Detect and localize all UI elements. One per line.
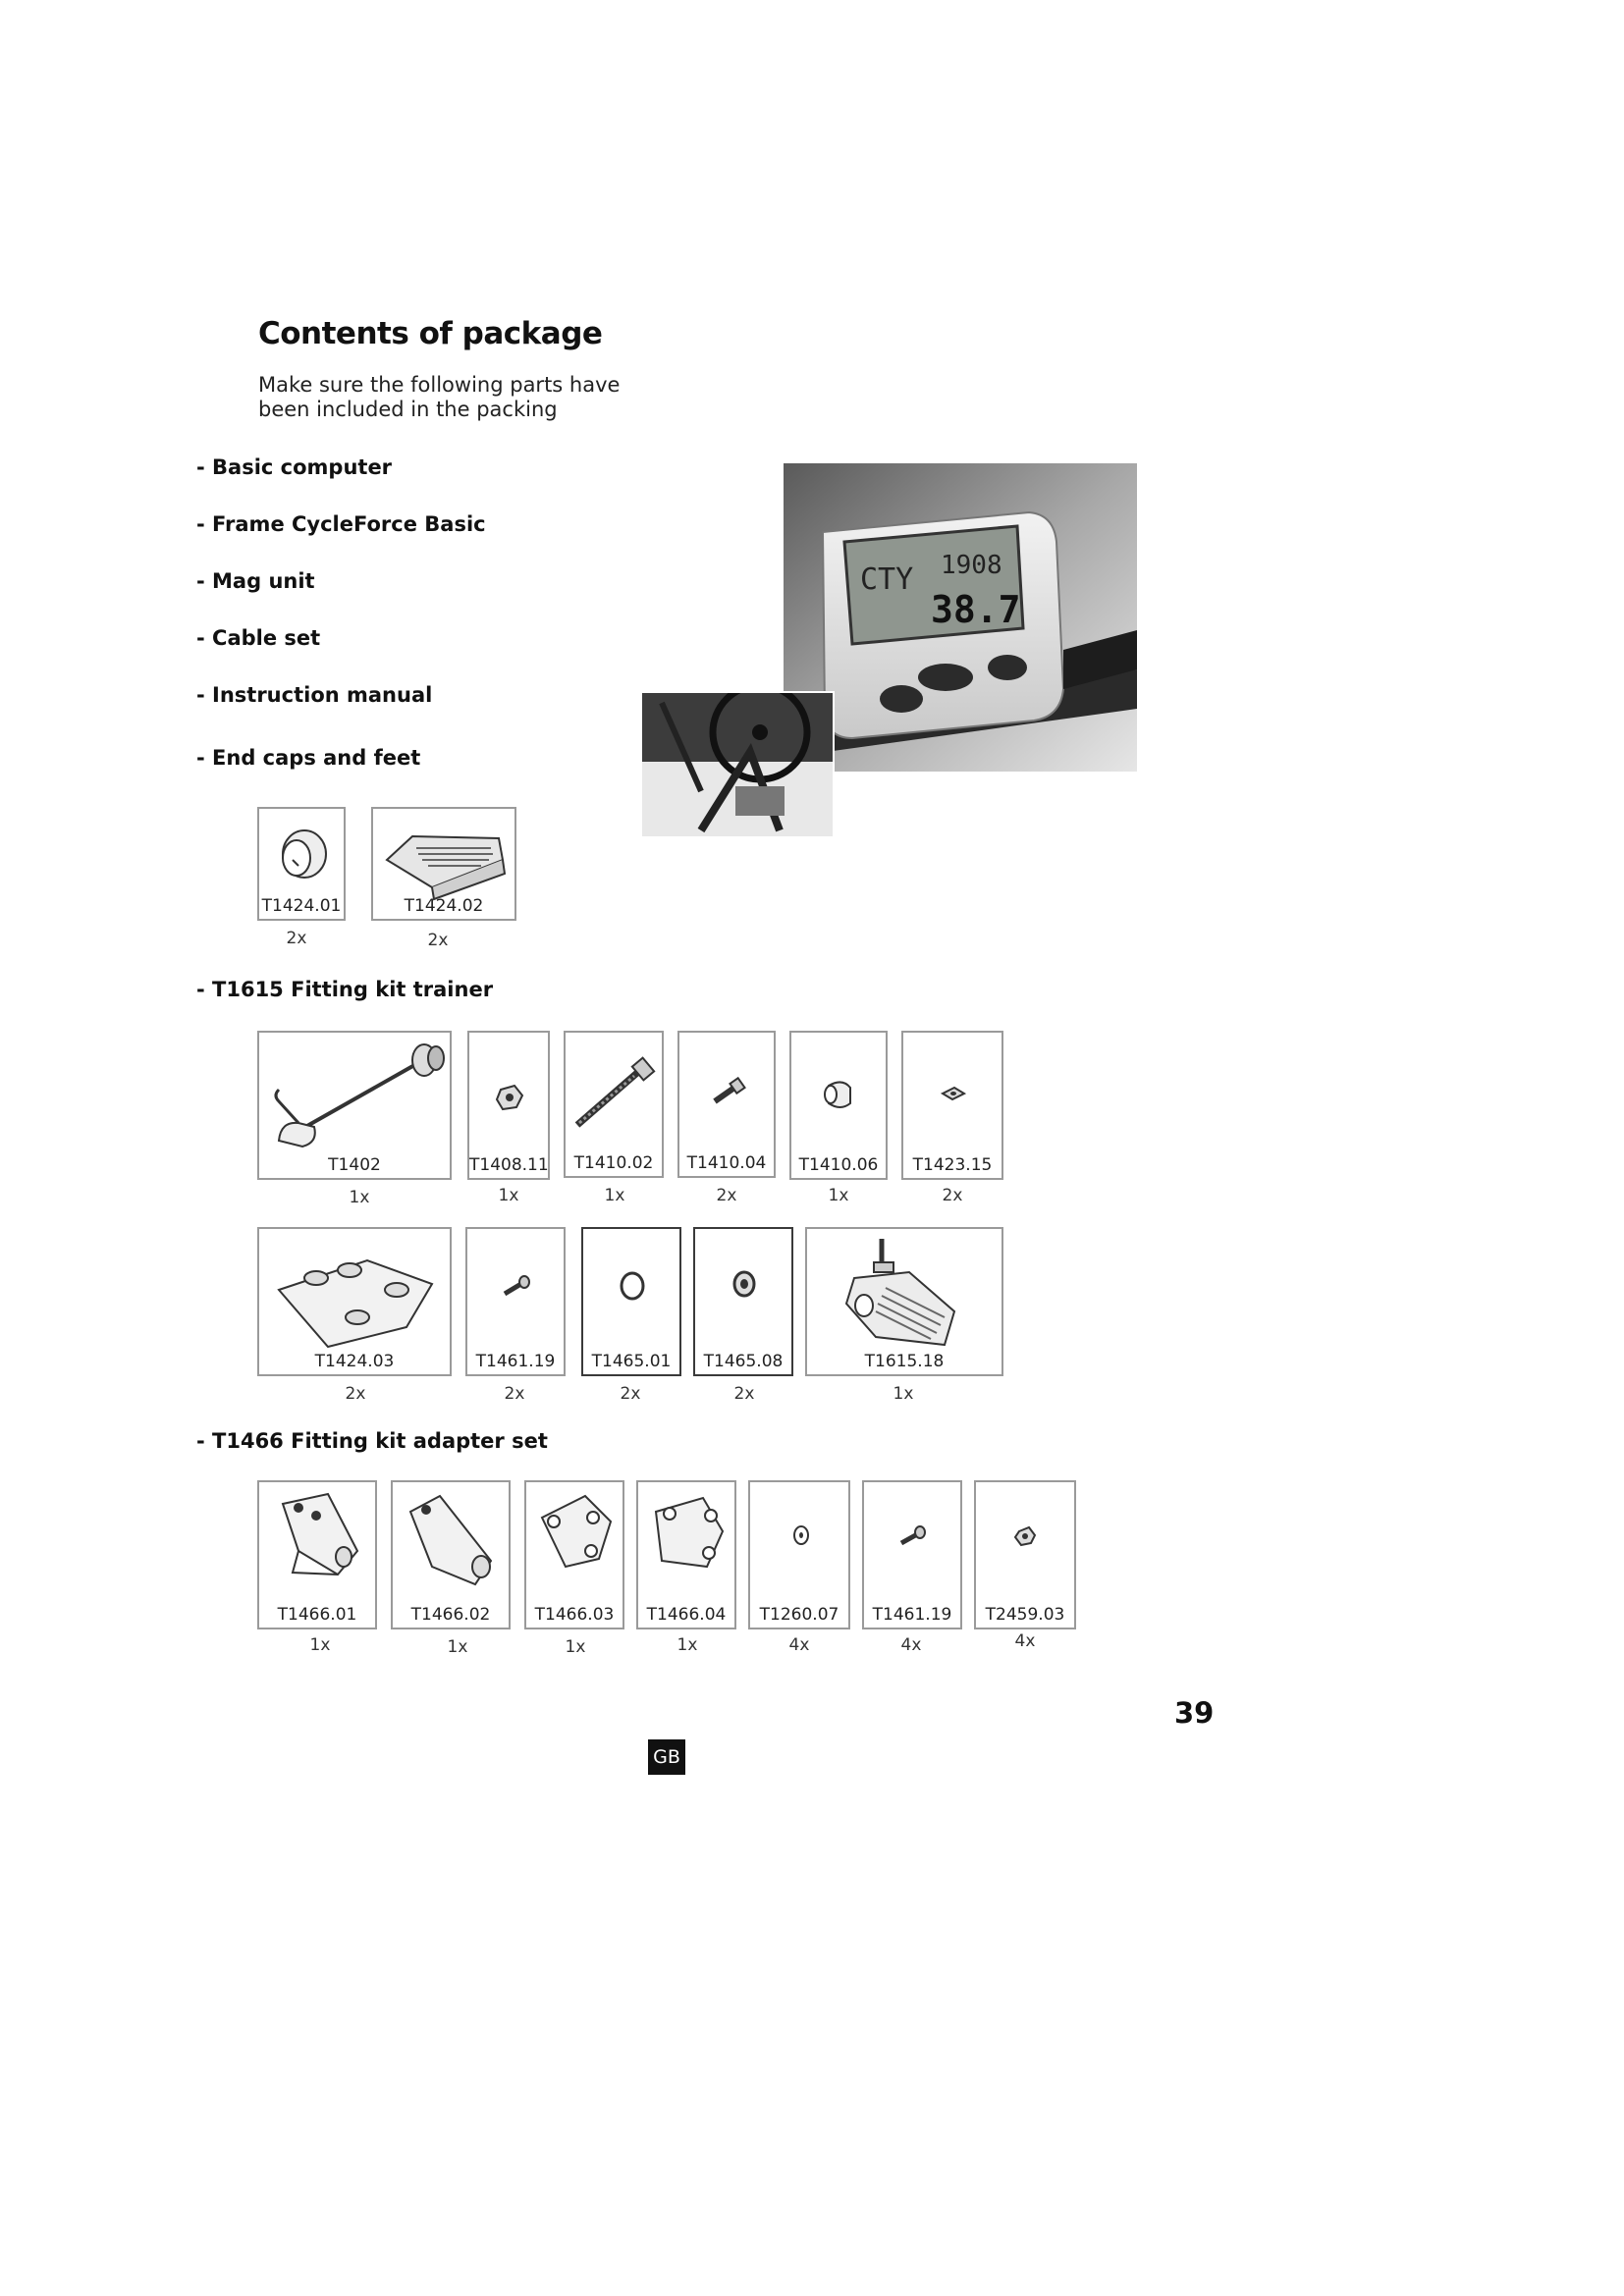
- part-qty: 4x: [1014, 1631, 1036, 1651]
- part-code: T1615.18: [864, 1352, 945, 1371]
- part-T1461-19-adapter: [862, 1480, 962, 1629]
- language-badge: GB: [648, 1739, 685, 1775]
- item-end-caps: - End caps and feet: [196, 746, 421, 770]
- part-code: T1466.03: [534, 1605, 615, 1625]
- part-T1615-18: [805, 1227, 1003, 1376]
- part-code: T2459.03: [985, 1605, 1065, 1625]
- item-mag-unit: - Mag unit: [196, 569, 315, 593]
- item-basic-computer: - Basic computer: [196, 455, 393, 479]
- item-frame: - Frame CycleForce Basic: [196, 512, 486, 536]
- item-cable-set: - Cable set: [196, 626, 321, 650]
- part-qty: 1x: [447, 1637, 468, 1657]
- part-code: T1466.04: [646, 1605, 727, 1625]
- part-qty: 2x: [345, 1384, 366, 1404]
- part-code: T1410.06: [798, 1155, 879, 1175]
- part-code: T1424.02: [404, 896, 484, 916]
- part-T1402: [257, 1031, 452, 1180]
- part-qty: 1x: [565, 1637, 586, 1657]
- part-T1410-04: [677, 1031, 776, 1178]
- part-code: T1402: [328, 1155, 381, 1175]
- part-code: T1465.01: [591, 1352, 672, 1371]
- part-qty: 4x: [788, 1635, 810, 1655]
- part-T2459-03: [974, 1480, 1076, 1629]
- part-T1424-02: [371, 807, 516, 921]
- part-qty: 1x: [677, 1635, 698, 1655]
- display-time: 1908: [941, 551, 1002, 580]
- display-speed: 38.7: [931, 588, 1021, 631]
- part-T1465-01: [581, 1227, 681, 1376]
- part-qty: 2x: [620, 1384, 641, 1404]
- part-code: T1424.03: [314, 1352, 395, 1371]
- part-code: T1423.15: [912, 1155, 993, 1175]
- part-T1408-11: [467, 1031, 550, 1180]
- page-title: Contents of package: [258, 316, 603, 351]
- part-T1466-04: [636, 1480, 736, 1629]
- intro-text: [258, 373, 671, 422]
- part-qty: 1x: [498, 1186, 519, 1205]
- display-mode: CTY: [860, 562, 914, 597]
- part-qty: 2x: [504, 1384, 525, 1404]
- computer-photo: [784, 463, 1137, 772]
- part-code: T1408.11: [469, 1155, 549, 1175]
- trainer-photo: [640, 691, 835, 838]
- part-qty: 1x: [604, 1186, 625, 1205]
- part-T1466-02: [391, 1480, 511, 1629]
- part-code: T1461.19: [872, 1605, 952, 1625]
- intro-line-1: Make sure the following parts have: [258, 373, 621, 397]
- part-qty: 2x: [733, 1384, 755, 1404]
- part-code: T1410.02: [573, 1153, 654, 1173]
- item-instruction-manual: - Instruction manual: [196, 683, 433, 707]
- part-qty: 1x: [349, 1188, 370, 1207]
- part-qty: 1x: [828, 1186, 849, 1205]
- part-T1466-01: [257, 1480, 377, 1629]
- part-T1260-07: [748, 1480, 850, 1629]
- part-code: T1410.04: [686, 1153, 767, 1173]
- part-T1410-06: [789, 1031, 888, 1180]
- kit-trainer-title: - T1615 Fitting kit trainer: [196, 978, 494, 1001]
- part-qty: 2x: [286, 929, 307, 948]
- part-T1424-01: [257, 807, 346, 921]
- kit-adapter-title: - T1466 Fitting kit adapter set: [196, 1429, 548, 1453]
- part-qty: 2x: [942, 1186, 963, 1205]
- part-code: T1260.07: [759, 1605, 839, 1625]
- part-qty: 4x: [900, 1635, 922, 1655]
- part-T1461-19: [465, 1227, 566, 1376]
- part-T1423-15: [901, 1031, 1003, 1180]
- part-code: T1466.01: [277, 1605, 357, 1625]
- part-code: T1461.19: [475, 1352, 556, 1371]
- part-T1466-03: [524, 1480, 624, 1629]
- part-qty: 1x: [309, 1635, 331, 1655]
- part-qty: 1x: [893, 1384, 914, 1404]
- intro-line-2: been included in the packing: [258, 398, 558, 421]
- part-code: T1465.08: [703, 1352, 784, 1371]
- part-code: T1466.02: [410, 1605, 491, 1625]
- part-qty: 2x: [716, 1186, 737, 1205]
- part-T1424-03: [257, 1227, 452, 1376]
- page-number: 39: [1174, 1696, 1215, 1730]
- part-T1465-08: [693, 1227, 793, 1376]
- part-T1410-02: [564, 1031, 664, 1178]
- part-qty: 2x: [427, 931, 449, 950]
- part-code: T1424.01: [261, 896, 342, 916]
